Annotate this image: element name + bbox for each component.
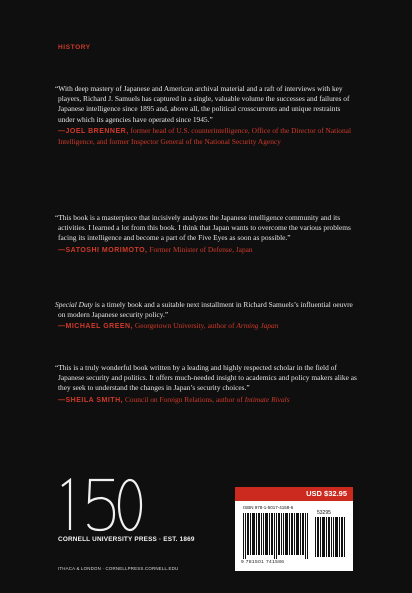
blurb-attribution xyxy=(58,245,358,256)
category-label: HISTORY xyxy=(58,44,91,51)
book-title: Special Duty xyxy=(55,300,93,309)
blurb-author: —SATOSHI MORIMOTO, xyxy=(58,246,148,254)
anniversary-logo xyxy=(58,478,144,532)
blurb-author: —SHEILA SMITH, xyxy=(58,396,124,404)
blurb-text xyxy=(55,300,358,320)
blurb-affiliation: former head of U.S. counterintelligence, Office of the Director of National Intelligence, and former Inspector General of the National Security Agency xyxy=(58,125,352,147)
cited-book-title: Arming Japan xyxy=(236,321,279,331)
price-bar xyxy=(235,487,353,501)
blurb-text: “This is a truly wonderful book written by a leading and highly respected scholar in the field of Japanese security and politics. It offers much-needed insight to academics and policy makers alike as they seek to understand the changes in Japan’s security choices.” xyxy=(55,363,357,393)
blurb-text: “This book is a masterpiece that incisively analyzes the Japanese intelligence community and its activities. I learned a lot from this book. I think that Japan wants to overcome the various problems facing its intelligence and become a part of the Five Eyes as soon as possible.” xyxy=(55,213,351,243)
publisher-locations: ITHACA & LONDON · CORNELLPRESS.CORNELL.EDU xyxy=(58,566,179,571)
blurb-3 xyxy=(55,300,358,333)
blurb-affiliation: Georgetown University, author of xyxy=(134,321,237,331)
anniversary-150-mark xyxy=(58,478,144,532)
blurb-text-rest: is a timely book and a suitable next installment in Richard Samuels’s influential oeuvre on modern Japanese security policy.” xyxy=(58,300,353,320)
blurb-text: “With deep mastery of Japanese and American archival material and a raft of interviews with key players, Richard J. Samuels has captured in a single, valuable volume the successes and failures of Japanese intelligence since 1895 and, above all, the political crosscurrents and unique restraints under which its agencies have operated since 1945.” xyxy=(55,84,350,124)
blurb-author: —JOEL BRENNER, xyxy=(58,127,129,135)
blurb-attribution xyxy=(58,126,358,147)
publisher-name: CORNELL UNIVERSITY PRESS · EST. 1869 xyxy=(58,536,195,543)
price-label: USD $32.95 xyxy=(306,489,347,498)
blurb-4 xyxy=(55,363,358,406)
cited-book-title: Intimate Rivals xyxy=(244,394,290,404)
blurb-2 xyxy=(55,213,358,256)
ean-barcode xyxy=(243,513,309,559)
ean-digits: 9 781501 741586 xyxy=(241,560,285,565)
supplement-barcode xyxy=(315,517,347,557)
blurb-attribution xyxy=(58,321,358,332)
blurb-affiliation: Council on Foreign Relations, author of xyxy=(124,394,245,404)
blurb-author: —MICHAEL GREEN, xyxy=(58,323,134,331)
blurb-1 xyxy=(55,84,358,147)
blurb-affiliation: Former Minister of Defense, Japan xyxy=(149,244,253,254)
supplement-digits: 53295 xyxy=(317,510,331,516)
isbn-text: ISBN 978-1-5017-4158-6 xyxy=(243,505,294,510)
barcode-panel xyxy=(235,487,353,571)
blurb-attribution xyxy=(58,395,358,406)
